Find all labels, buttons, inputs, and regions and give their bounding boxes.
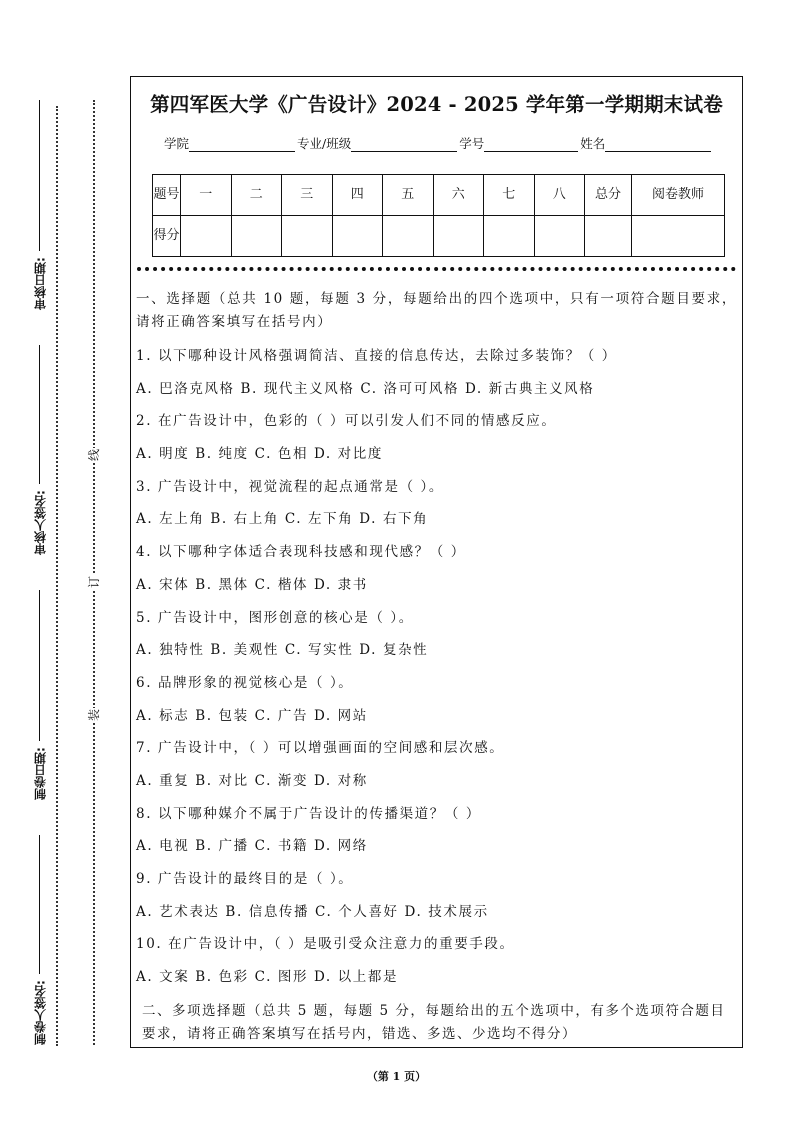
signature-line	[40, 835, 41, 974]
student-id-field[interactable]	[484, 137, 578, 152]
score-table-header-row	[153, 175, 725, 216]
side-field-label: 审核日期:	[33, 257, 48, 310]
score-table-score-row	[153, 216, 725, 257]
score-col-header: 总分	[585, 175, 632, 216]
signature-line	[40, 345, 41, 484]
question-8-options: A. 电视 B. 广播 C. 书籍 D. 网络	[136, 838, 368, 855]
page-number: （第 1 页）	[366, 1070, 427, 1083]
score-cell[interactable]	[332, 216, 383, 257]
score-table	[152, 174, 725, 257]
question-5-options: A. 独特性 B. 美观性 C. 写实性 D. 复杂性	[136, 642, 429, 659]
side-field-review-date	[26, 100, 54, 310]
question-1: 1. 以下哪种设计风格强调简洁、直接的信息传达，去除过多装饰？（ ）	[136, 348, 617, 364]
binding-mark-xian: 线	[87, 449, 101, 462]
score-table-header-label: 题号	[153, 175, 181, 216]
score-cell[interactable]	[585, 216, 632, 257]
exam-title: 第四军医大学《广告设计》2024 - 2025 学年第一学期期末试卷	[150, 93, 723, 116]
signature-line	[40, 100, 41, 251]
score-col-header: 一	[181, 175, 232, 216]
question-10: 10. 在广告设计中，（ ）是吸引受众注意力的重要手段。	[136, 936, 515, 953]
side-field-label: 审核人签名:	[33, 490, 48, 555]
question-2-options: A. 明度 B. 纯度 C. 色相 D. 对比度	[136, 446, 383, 463]
question-9-options: A. 艺术表达 B. 信息传播 C. 个人喜好 D. 技术展示	[136, 903, 489, 920]
major-class-field[interactable]	[351, 137, 457, 152]
side-field-label: 制卷日期:	[33, 747, 48, 800]
question-9: 9. 广告设计的最终目的是（ ）。	[136, 871, 354, 887]
score-col-header: 二	[231, 175, 282, 216]
score-col-header: 四	[332, 175, 383, 216]
exam-content	[136, 288, 737, 1046]
binding-dotted-line-inner	[87, 100, 109, 1045]
score-cell[interactable]	[383, 216, 434, 257]
question-2: 2. 在广告设计中，色彩的（ ）可以引发人们不同的情感反应。	[136, 413, 557, 430]
score-col-header: 六	[433, 175, 484, 216]
score-col-header: 三	[282, 175, 333, 216]
name-label: 姓名	[580, 136, 606, 151]
binding-mark-ding: 订	[87, 576, 101, 589]
question-7: 7. 广告设计中，（ ）可以增强画面的空间感和层次感。	[136, 740, 505, 757]
score-cell[interactable]	[534, 216, 585, 257]
section-2-instructions: 二、多项选择题（总共 5 题，每题 5 分，每题给出的五个选项中，有多个选项符合题目要求，请将正确答案填写在括号内，错选、多选、少选均不得分）	[142, 1002, 726, 1042]
name-field[interactable]	[605, 137, 711, 152]
score-cell[interactable]	[181, 216, 232, 257]
side-field-author-date	[26, 590, 54, 800]
dotted-separator	[137, 267, 736, 271]
major-label: 专业/班级	[297, 136, 352, 151]
section-1-instructions: 一、选择题（总共 10 题，每题 3 分，每题给出的四个选项中，只有一项符合题目要求，请将正确答案填写在括号内）	[136, 291, 737, 330]
question-6: 6. 品牌形象的视觉核心是（ ）。	[136, 674, 354, 691]
question-4: 4. 以下哪种字体适合表现科技感和现代感？（ ）	[136, 544, 466, 561]
side-field-author-signature	[26, 835, 54, 1045]
signature-line	[40, 590, 41, 741]
question-3-options: A. 左上角 B. 右上角 C. 左下角 D. 右下角	[136, 511, 429, 528]
college-field[interactable]	[189, 137, 295, 152]
score-cell[interactable]	[433, 216, 484, 257]
question-1-options: A. 巴洛克风格 B. 现代主义风格 C. 洛可可风格 D. 新古典主义风格	[136, 380, 595, 397]
score-cell[interactable]	[484, 216, 535, 257]
question-5: 5. 广告设计中，图形创意的核心是（ ）。	[136, 609, 414, 626]
binding-dotted-line-outer	[56, 106, 58, 1046]
score-col-header: 八	[534, 175, 585, 216]
score-cell[interactable]	[231, 216, 282, 257]
question-10-options: A. 文案 B. 色彩 C. 图形 D. 以上都是	[136, 969, 399, 986]
binding-margin	[26, 100, 54, 1045]
score-cell[interactable]	[282, 216, 333, 257]
student-info-row	[164, 134, 713, 152]
question-6-options: A. 标志 B. 包装 C. 广告 D. 网站	[136, 707, 368, 724]
question-3: 3. 广告设计中，视觉流程的起点通常是（ ）。	[136, 478, 445, 495]
score-table-row-label: 得分	[153, 216, 181, 257]
binding-mark-zhuang: 装	[87, 709, 101, 722]
question-8: 8. 以下哪种媒介不属于广告设计的传播渠道？（ ）	[136, 805, 481, 822]
question-7-options: A. 重复 B. 对比 C. 渐变 D. 对称	[136, 772, 368, 789]
score-cell[interactable]	[632, 216, 725, 257]
college-label: 学院	[164, 136, 190, 151]
side-field-label: 制卷人签名:	[33, 980, 48, 1045]
score-col-header: 五	[383, 175, 434, 216]
student-id-label: 学号	[459, 136, 485, 151]
score-col-header: 七	[484, 175, 535, 216]
question-4-options: A. 宋体 B. 黑体 C. 楷体 D. 隶书	[136, 576, 368, 593]
score-col-header: 阅卷教师	[632, 175, 725, 216]
side-field-reviewer-signature	[26, 345, 54, 555]
